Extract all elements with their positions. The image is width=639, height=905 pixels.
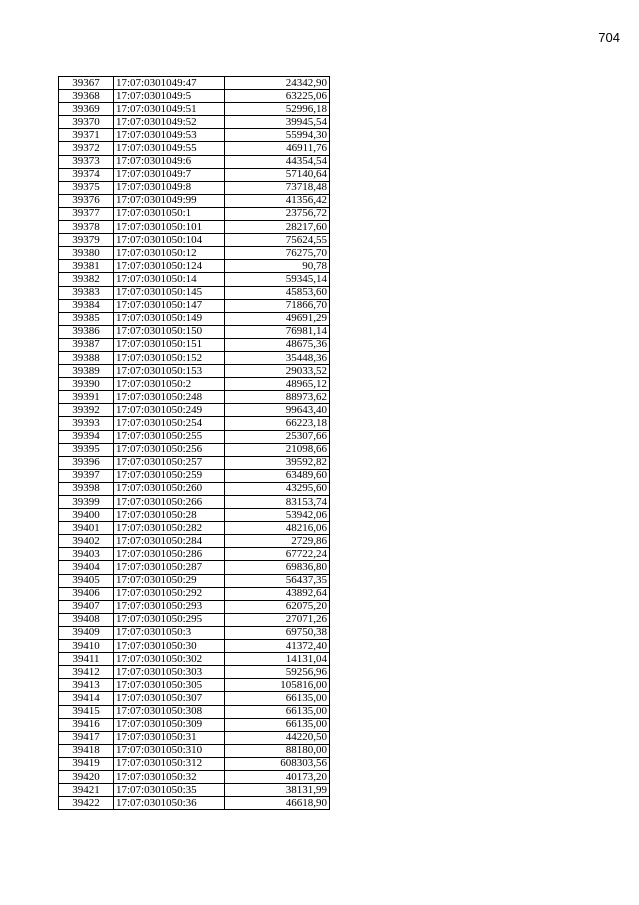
table-row [59,417,330,430]
table-row [59,456,330,469]
amount-cell: 55994,30 [225,129,330,142]
cadastral-number-cell: 17:07:0301050:1 [114,207,225,220]
row-number-cell: 39407 [59,600,114,613]
amount-cell: 90,78 [225,260,330,273]
table-row [59,247,330,260]
cadastral-number-cell: 17:07:0301050:147 [114,299,225,312]
cadastral-number-cell: 17:07:0301050:32 [114,770,225,783]
amount-cell: 48965,12 [225,378,330,391]
table-row [59,273,330,286]
row-number-cell: 39402 [59,535,114,548]
cadastral-number-cell: 17:07:0301050:266 [114,496,225,509]
cadastral-number-cell: 17:07:0301049:7 [114,168,225,181]
table-row [59,221,330,234]
table-row [59,404,330,417]
amount-cell: 44354,54 [225,155,330,168]
amount-cell: 48216,06 [225,522,330,535]
cadastral-number-cell: 17:07:0301050:292 [114,587,225,600]
row-number-cell: 39396 [59,456,114,469]
cadastral-number-cell: 17:07:0301050:259 [114,469,225,482]
amount-cell: 40173,20 [225,770,330,783]
row-number-cell: 39410 [59,640,114,653]
cadastral-number-cell: 17:07:0301050:307 [114,692,225,705]
cadastral-number-cell: 17:07:0301050:260 [114,482,225,495]
page-number: 704 [598,30,620,45]
amount-cell: 46911,76 [225,142,330,155]
table-row [59,142,330,155]
amount-cell: 57140,64 [225,168,330,181]
cadastral-number-cell: 17:07:0301050:29 [114,574,225,587]
row-number-cell: 39374 [59,168,114,181]
table-row [59,207,330,220]
table-row [59,338,330,351]
table-row [59,574,330,587]
cadastral-number-cell: 17:07:0301050:12 [114,247,225,260]
cadastral-number-cell: 17:07:0301050:31 [114,731,225,744]
amount-cell: 14131,04 [225,653,330,666]
amount-cell: 28217,60 [225,221,330,234]
cadastral-number-cell: 17:07:0301049:55 [114,142,225,155]
row-number-cell: 39382 [59,273,114,286]
cadastral-number-cell: 17:07:0301049:5 [114,90,225,103]
cadastral-number-cell: 17:07:0301049:52 [114,116,225,129]
row-number-cell: 39414 [59,692,114,705]
amount-cell: 88180,00 [225,744,330,757]
row-number-cell: 39367 [59,77,114,90]
table-row [59,640,330,653]
row-number-cell: 39379 [59,234,114,247]
amount-cell: 27071,26 [225,613,330,626]
row-number-cell: 39409 [59,626,114,639]
cadastral-number-cell: 17:07:0301050:149 [114,312,225,325]
table-row [59,679,330,692]
amount-cell: 62075,20 [225,600,330,613]
row-number-cell: 39371 [59,129,114,142]
table-row [59,692,330,705]
amount-cell: 76981,14 [225,325,330,338]
table-row [59,626,330,639]
amount-cell: 41356,42 [225,194,330,207]
table-row [59,496,330,509]
row-number-cell: 39398 [59,482,114,495]
cadastral-number-cell: 17:07:0301050:295 [114,613,225,626]
row-number-cell: 39401 [59,522,114,535]
table-row [59,705,330,718]
cadastral-number-cell: 17:07:0301050:30 [114,640,225,653]
amount-cell: 35448,36 [225,351,330,364]
amount-cell: 45853,60 [225,286,330,299]
amount-cell: 608303,56 [225,757,330,770]
row-number-cell: 39378 [59,221,114,234]
table-row [59,731,330,744]
amount-cell: 66135,00 [225,692,330,705]
cadastral-number-cell: 17:07:0301049:47 [114,77,225,90]
table-row [59,600,330,613]
row-number-cell: 39412 [59,666,114,679]
amount-cell: 41372,40 [225,640,330,653]
cadastral-value-table [58,76,330,810]
cadastral-number-cell: 17:07:0301050:145 [114,286,225,299]
cadastral-number-cell: 17:07:0301050:305 [114,679,225,692]
row-number-cell: 39385 [59,312,114,325]
table-row [59,116,330,129]
amount-cell: 66135,00 [225,718,330,731]
table-row [59,718,330,731]
cadastral-number-cell: 17:07:0301049:6 [114,155,225,168]
table-row [59,482,330,495]
row-number-cell: 39397 [59,469,114,482]
row-number-cell: 39395 [59,443,114,456]
amount-cell: 66223,18 [225,417,330,430]
amount-cell: 88973,62 [225,391,330,404]
table-row [59,103,330,116]
table-row [59,784,330,797]
table-row [59,757,330,770]
row-number-cell: 39388 [59,351,114,364]
table-row [59,77,330,90]
amount-cell: 66135,00 [225,705,330,718]
amount-cell: 21098,66 [225,443,330,456]
row-number-cell: 39369 [59,103,114,116]
row-number-cell: 39381 [59,260,114,273]
table-body [59,77,330,810]
table-row [59,613,330,626]
row-number-cell: 39375 [59,181,114,194]
cadastral-number-cell: 17:07:0301050:284 [114,535,225,548]
amount-cell: 69836,80 [225,561,330,574]
table-row [59,378,330,391]
table-row [59,168,330,181]
amount-cell: 38131,99 [225,784,330,797]
row-number-cell: 39400 [59,509,114,522]
amount-cell: 59256,96 [225,666,330,679]
amount-cell: 23756,72 [225,207,330,220]
table-row [59,365,330,378]
cadastral-number-cell: 17:07:0301050:101 [114,221,225,234]
amount-cell: 71866,70 [225,299,330,312]
table-row [59,548,330,561]
amount-cell: 75624,55 [225,234,330,247]
row-number-cell: 39404 [59,561,114,574]
row-number-cell: 39373 [59,155,114,168]
cadastral-number-cell: 17:07:0301050:28 [114,509,225,522]
row-number-cell: 39391 [59,391,114,404]
amount-cell: 73718,48 [225,181,330,194]
table-row [59,286,330,299]
cadastral-number-cell: 17:07:0301050:286 [114,548,225,561]
table-row [59,234,330,247]
amount-cell: 99643,40 [225,404,330,417]
cadastral-number-cell: 17:07:0301049:51 [114,103,225,116]
cadastral-number-cell: 17:07:0301050:124 [114,260,225,273]
row-number-cell: 39387 [59,338,114,351]
cadastral-number-cell: 17:07:0301050:151 [114,338,225,351]
row-number-cell: 39383 [59,286,114,299]
amount-cell: 43295,60 [225,482,330,495]
table-row [59,194,330,207]
cadastral-number-cell: 17:07:0301050:104 [114,234,225,247]
cadastral-number-cell: 17:07:0301050:282 [114,522,225,535]
amount-cell: 39592,82 [225,456,330,469]
amount-cell: 49691,29 [225,312,330,325]
table-row [59,522,330,535]
row-number-cell: 39399 [59,496,114,509]
cadastral-number-cell: 17:07:0301050:152 [114,351,225,364]
table-row [59,535,330,548]
table-row [59,797,330,810]
amount-cell: 63225,06 [225,90,330,103]
amount-cell: 69750,38 [225,626,330,639]
row-number-cell: 39389 [59,365,114,378]
row-number-cell: 39420 [59,770,114,783]
row-number-cell: 39416 [59,718,114,731]
table-row [59,561,330,574]
row-number-cell: 39392 [59,404,114,417]
row-number-cell: 39418 [59,744,114,757]
table-row [59,299,330,312]
row-number-cell: 39405 [59,574,114,587]
table-row [59,260,330,273]
row-number-cell: 39406 [59,587,114,600]
table-row [59,181,330,194]
table-row [59,129,330,142]
cadastral-number-cell: 17:07:0301049:8 [114,181,225,194]
table-row [59,325,330,338]
row-number-cell: 39376 [59,194,114,207]
amount-cell: 67722,24 [225,548,330,561]
amount-cell: 76275,70 [225,247,330,260]
amount-cell: 39945,54 [225,116,330,129]
row-number-cell: 39370 [59,116,114,129]
cadastral-number-cell: 17:07:0301050:312 [114,757,225,770]
table-row [59,509,330,522]
cadastral-number-cell: 17:07:0301050:256 [114,443,225,456]
row-number-cell: 39411 [59,653,114,666]
cadastral-number-cell: 17:07:0301050:248 [114,391,225,404]
amount-cell: 46618,90 [225,797,330,810]
row-number-cell: 39394 [59,430,114,443]
amount-cell: 105816,00 [225,679,330,692]
table-row [59,770,330,783]
row-number-cell: 39377 [59,207,114,220]
amount-cell: 59345,14 [225,273,330,286]
amount-cell: 53942,06 [225,509,330,522]
row-number-cell: 39413 [59,679,114,692]
cadastral-number-cell: 17:07:0301050:303 [114,666,225,679]
cadastral-number-cell: 17:07:0301050:309 [114,718,225,731]
row-number-cell: 39422 [59,797,114,810]
amount-cell: 24342,90 [225,77,330,90]
amount-cell: 63489,60 [225,469,330,482]
table-row [59,351,330,364]
cadastral-number-cell: 17:07:0301049:53 [114,129,225,142]
cadastral-number-cell: 17:07:0301050:36 [114,797,225,810]
table-row [59,653,330,666]
table-row [59,90,330,103]
table-row [59,469,330,482]
table-row [59,587,330,600]
table-row [59,443,330,456]
cadastral-number-cell: 17:07:0301050:287 [114,561,225,574]
amount-cell: 43892,64 [225,587,330,600]
amount-cell: 2729,86 [225,535,330,548]
amount-cell: 52996,18 [225,103,330,116]
table-row [59,312,330,325]
cadastral-number-cell: 17:07:0301049:99 [114,194,225,207]
amount-cell: 83153,74 [225,496,330,509]
table-row [59,155,330,168]
cadastral-number-cell: 17:07:0301050:153 [114,365,225,378]
table-row [59,391,330,404]
row-number-cell: 39421 [59,784,114,797]
table-row [59,744,330,757]
amount-cell: 48675,36 [225,338,330,351]
cadastral-number-cell: 17:07:0301050:302 [114,653,225,666]
row-number-cell: 39417 [59,731,114,744]
row-number-cell: 39368 [59,90,114,103]
row-number-cell: 39384 [59,299,114,312]
row-number-cell: 39386 [59,325,114,338]
table-row [59,666,330,679]
cadastral-number-cell: 17:07:0301050:2 [114,378,225,391]
row-number-cell: 39403 [59,548,114,561]
row-number-cell: 39372 [59,142,114,155]
amount-cell: 29033,52 [225,365,330,378]
row-number-cell: 39390 [59,378,114,391]
cadastral-number-cell: 17:07:0301050:310 [114,744,225,757]
row-number-cell: 39415 [59,705,114,718]
cadastral-number-cell: 17:07:0301050:257 [114,456,225,469]
amount-cell: 44220,50 [225,731,330,744]
row-number-cell: 39419 [59,757,114,770]
row-number-cell: 39380 [59,247,114,260]
cadastral-number-cell: 17:07:0301050:254 [114,417,225,430]
cadastral-number-cell: 17:07:0301050:293 [114,600,225,613]
cadastral-number-cell: 17:07:0301050:3 [114,626,225,639]
row-number-cell: 39393 [59,417,114,430]
cadastral-number-cell: 17:07:0301050:255 [114,430,225,443]
cadastral-number-cell: 17:07:0301050:308 [114,705,225,718]
amount-cell: 56437,35 [225,574,330,587]
cadastral-number-cell: 17:07:0301050:14 [114,273,225,286]
amount-cell: 25307,66 [225,430,330,443]
cadastral-number-cell: 17:07:0301050:249 [114,404,225,417]
table-row [59,430,330,443]
cadastral-number-cell: 17:07:0301050:35 [114,784,225,797]
row-number-cell: 39408 [59,613,114,626]
cadastral-number-cell: 17:07:0301050:150 [114,325,225,338]
